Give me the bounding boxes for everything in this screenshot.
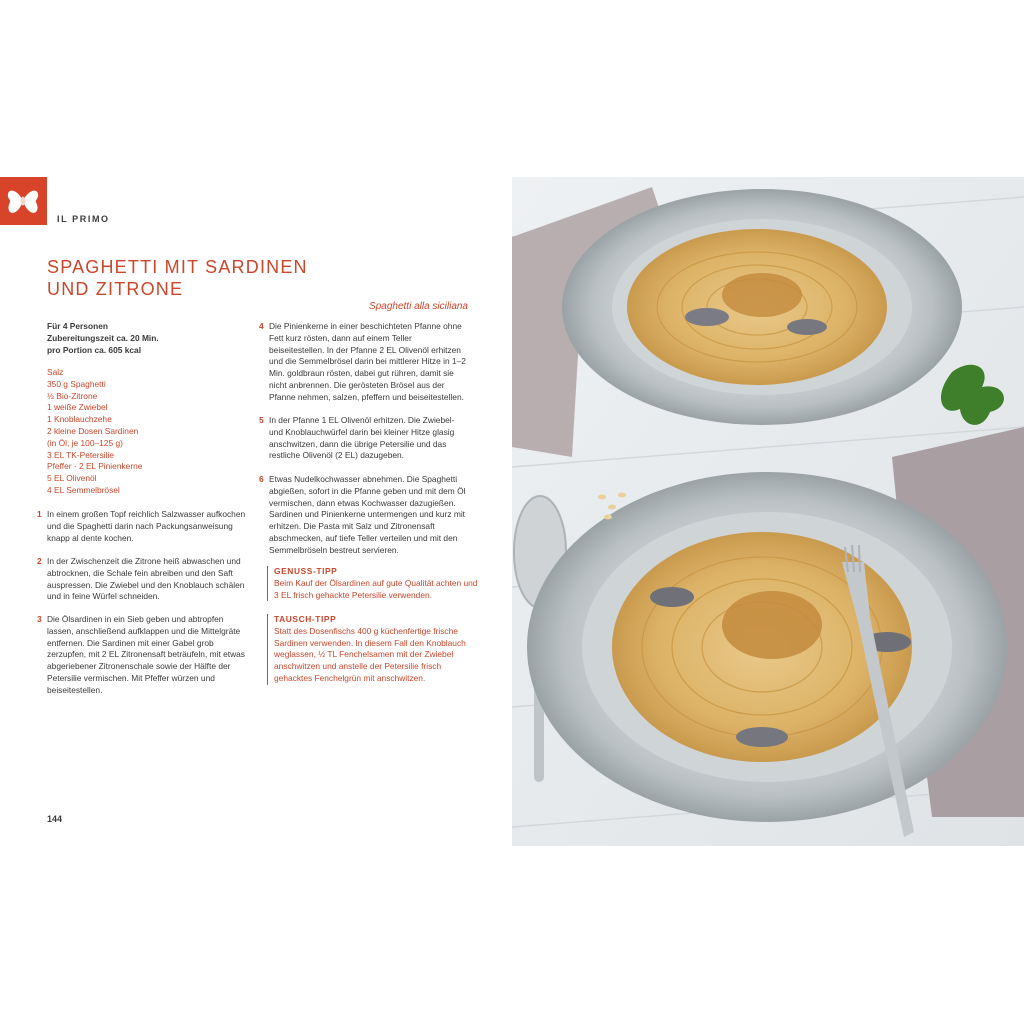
tip-heading: TAUSCH-TIPP bbox=[274, 614, 337, 624]
ingredient-item: Pfeffer · 2 EL Pinienkerne bbox=[47, 461, 143, 472]
step-5 bbox=[259, 415, 469, 462]
tip-enjoyment bbox=[267, 566, 480, 601]
step-number: 3 bbox=[37, 614, 42, 624]
section-label: IL PRIMO bbox=[57, 214, 110, 224]
step-2 bbox=[37, 556, 252, 603]
ingredient-item: (in Öl; je 100–125 g) bbox=[47, 437, 123, 448]
step-text: In der Zwischenzeit die Zitrone heiß abwaschen und abtrocknen, die Schale fein abreiben und den Saft auspressen. Die Zwiebel und den Knoblauch schälen und in feine Würfel schneiden. bbox=[47, 556, 245, 602]
ingredient-item: 1 Knoblauchzehe bbox=[47, 414, 112, 425]
step-text: Die Pinienkerne in einer beschichteten Pfanne ohne Fett kurz rösten, dann auf einem Teller beiseitestellen. In der Pfanne 2 EL Olivenöl erhitzen und die Semmelbrösel darin bei mittlerer Hitze in 1–2 Min. goldbraun rösten, dabei gut rühren, damit sie nicht anbrennen. Die gerösteten Brösel aus der Pfanne nehmen, salzen, pfeffern und beiseitestellen. bbox=[269, 321, 466, 402]
ingredient-item: 3 EL TK-Petersilie bbox=[47, 449, 115, 460]
tip-body: Beim Kauf der Ölsardinen auf gute Qualität achten und 3 EL frisch gehackte Petersilie verwenden. bbox=[274, 577, 478, 600]
meta-calories: pro Portion ca. 605 kcal bbox=[47, 344, 142, 355]
recipe-subtitle: Spaghetti alla siciliana bbox=[369, 301, 468, 312]
meta-prep-time: Zubereitungszeit ca. 20 Min. bbox=[47, 332, 159, 343]
step-number: 6 bbox=[259, 474, 264, 484]
step-number: 5 bbox=[259, 415, 264, 425]
ingredient-item: 1 weiße Zwiebel bbox=[47, 402, 108, 413]
ingredient-item: Salz bbox=[47, 367, 64, 377]
ingredient-item: 4 EL Semmelbrösel bbox=[47, 484, 120, 495]
ingredient-item: ½ Bio-Zitrone bbox=[47, 390, 98, 401]
recipe-title bbox=[47, 256, 347, 300]
meta-servings: Für 4 Personen bbox=[47, 321, 108, 331]
ingredient-item: 2 kleine Dosen Sardinen bbox=[47, 425, 139, 436]
ingredient-list bbox=[47, 367, 247, 497]
step-number: 4 bbox=[259, 321, 264, 331]
page-number: 144 bbox=[47, 814, 63, 824]
ingredient-item: 350 g Spaghetti bbox=[47, 378, 106, 389]
step-text: Die Ölsardinen in ein Sieb geben und abtropfen lassen, anschließend aufklappen und die Mittelgräte entfernen. Die Sardinen mit einer Gabel grob zerzupfen, mit 2 EL Zitronensaft beträufeln, mit etwas abgeriebener Zitronenschale sowie der Hälfte der Petersilie vermischen. Mit Pfeffer würzen und beiseitestellen. bbox=[47, 614, 245, 695]
recipe-photo bbox=[512, 177, 1024, 846]
tip-heading: GENUSS-TIPP bbox=[274, 566, 338, 576]
recipe-title-line-1: SPAGHETTI MIT SARDINEN bbox=[47, 257, 308, 277]
step-6 bbox=[259, 474, 469, 557]
step-4 bbox=[259, 321, 469, 404]
step-1 bbox=[37, 509, 252, 544]
step-3 bbox=[37, 614, 252, 697]
step-number: 2 bbox=[37, 556, 42, 566]
recipe-title-line-2: UND ZITRONE bbox=[47, 279, 184, 299]
recipe-meta bbox=[47, 321, 247, 356]
tip-substitution bbox=[267, 614, 480, 685]
farfalle-pasta-icon bbox=[6, 186, 40, 216]
step-number: 1 bbox=[37, 509, 42, 519]
pasta-plates-photo bbox=[512, 177, 1024, 846]
step-text: In der Pfanne 1 EL Olivenöl erhitzen. Die Zwiebel- und Knoblauchwürfel darin bei kleiner Hitze glasig anschwitzen, dann die übrige Petersilie und das restliche Olivenöl (2 EL) dazugeben. bbox=[269, 415, 455, 461]
step-text: Etwas Nudelkochwasser abnehmen. Die Spaghetti abgießen, sofort in die Pfanne geben und mit dem Öl vermischen, dann etwas Kochwasser dazugießen. Sardinen und Pinienkerne untermengen und kurz mit erhitzen. Die Pasta mit Salz und Zitronensaft abschmecken, auf tiefe Teller verteilen und mit den Semmelbröseln bestreut servieren. bbox=[269, 474, 466, 555]
section-badge bbox=[0, 177, 47, 225]
ingredient-item: 5 EL Olivenöl bbox=[47, 473, 97, 484]
step-text: In einem großen Topf reichlich Salzwasser aufkochen und die Spaghetti darin nach Packungsanweisung knapp al dente kochen. bbox=[47, 509, 246, 543]
tip-body: Statt des Dosenfischs 400 g küchenfertige frische Sardinen verwenden. In diesem Fall den Knoblauch weglassen, ½ TL Fenchelsamen mit der Zwiebel anschwitzen und anstelle der Petersilie frisch gehacktes Fenchelgrün mit anschwitzen. bbox=[274, 625, 466, 683]
